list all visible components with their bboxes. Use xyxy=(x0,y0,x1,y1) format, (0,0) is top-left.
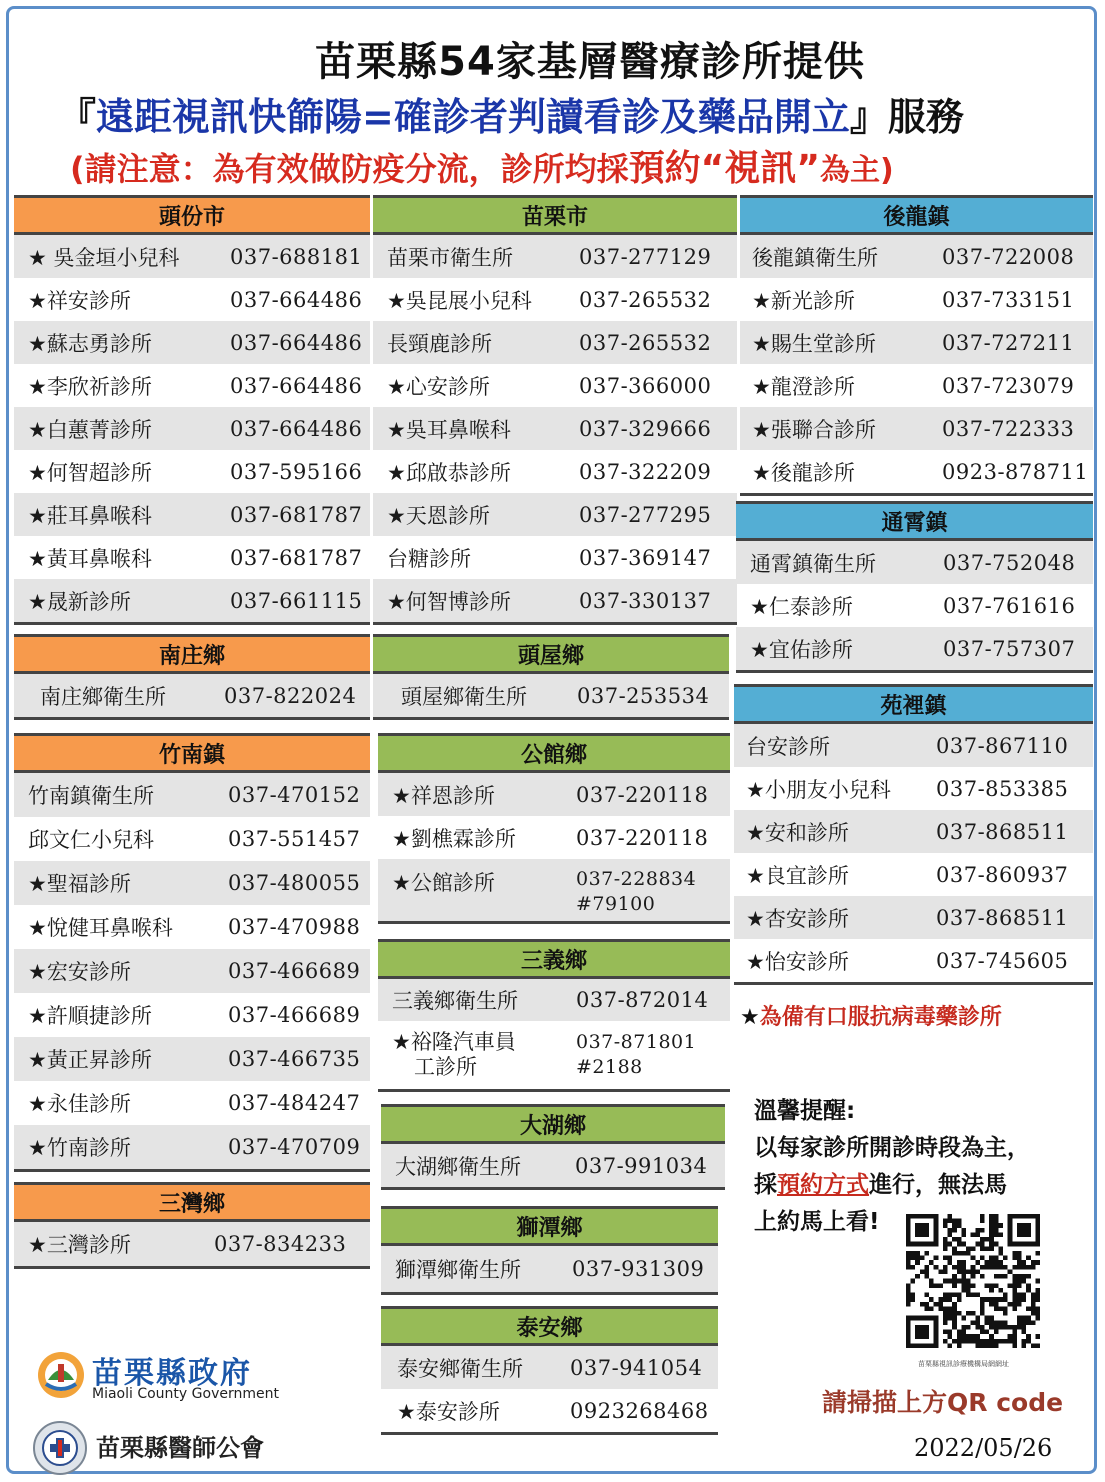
clinic-row xyxy=(734,724,1093,767)
page-notice xyxy=(70,140,894,191)
legend-text: 為備有口服抗病毒藥診所 xyxy=(759,1005,1002,1030)
clinic-phone: 037-220118 xyxy=(576,782,709,807)
clinic-list xyxy=(740,235,1093,496)
clinic-phone: 0923268468 xyxy=(570,1398,709,1423)
clinic-phone: 037-277295 xyxy=(579,502,712,527)
clinic-row xyxy=(378,773,730,816)
clinic-phone: 0923-878711 xyxy=(942,459,1089,484)
qr-caption: 苗栗縣視訊診療機構局網網址 xyxy=(918,1360,1009,1368)
section-touwu xyxy=(373,634,729,720)
clinic-row xyxy=(734,767,1093,810)
clinic-row xyxy=(14,949,370,993)
notice-part-b: 預約 xyxy=(628,148,701,189)
clinic-row xyxy=(373,364,737,407)
clinic-phone-ext: #79100 xyxy=(576,893,656,915)
clinic-phone: 037-822024 xyxy=(224,683,357,708)
clinic-name: ★晟新診所 xyxy=(28,589,131,614)
clinic-list xyxy=(14,674,370,720)
clinic-row xyxy=(378,816,730,859)
clinic-row xyxy=(14,1081,370,1125)
clinic-phone: 037-733151 xyxy=(942,287,1075,312)
section-nanzhuang xyxy=(14,634,370,720)
clinic-name: ★蘇志勇診所 xyxy=(28,331,152,356)
reminder-underline: 預約方式 xyxy=(777,1172,869,1198)
clinic-name: ★安和診所 xyxy=(746,820,849,845)
clinic-row xyxy=(734,939,1093,985)
clinic-phone: 037-868511 xyxy=(936,905,1069,930)
clinic-phone: 037-220118 xyxy=(576,825,709,850)
section-header: 苑裡鎮 xyxy=(734,684,1093,724)
clinic-row xyxy=(14,450,370,493)
clinic-name: 後龍鎮衛生所 xyxy=(752,245,878,270)
clinic-row xyxy=(14,278,370,321)
clinic-list xyxy=(373,674,729,720)
clinic-row xyxy=(740,450,1093,496)
clinic-list xyxy=(14,235,370,625)
clinic-row xyxy=(14,493,370,536)
clinic-name: ★龍澄診所 xyxy=(752,374,855,399)
clinic-name: ★宜佑診所 xyxy=(750,637,853,662)
clinic-phone: 037-681787 xyxy=(230,502,363,527)
clinic-name: ★小朋友小兒科 xyxy=(746,777,891,802)
clinic-row xyxy=(736,584,1093,627)
clinic-name: ★劉樵霖診所 xyxy=(392,826,516,851)
clinic-phone: 037-466689 xyxy=(228,959,361,983)
clinic-row xyxy=(14,364,370,407)
clinic-row xyxy=(373,579,737,625)
clinic-phone: 037-322209 xyxy=(579,459,712,484)
section-miaoli xyxy=(373,195,737,625)
clinic-phone: 037-752048 xyxy=(943,550,1076,575)
clinic-name: ★ 吳金垣小兒科 xyxy=(28,245,180,270)
clinic-name: 獅潭鄉衛生所 xyxy=(395,1258,521,1282)
clinic-name: ★李欣祈診所 xyxy=(28,374,152,399)
clinic-row xyxy=(14,993,370,1037)
clinic-name: 泰安鄉衛生所 xyxy=(397,1356,523,1381)
section-header: 三義鄉 xyxy=(378,939,730,979)
clinic-phone: 037-853385 xyxy=(936,776,1069,801)
section-taian xyxy=(381,1306,718,1435)
clinic-list xyxy=(378,773,730,924)
clinic-phone: 037-470709 xyxy=(228,1135,361,1159)
clinic-row xyxy=(736,541,1093,584)
qr-code[interactable] xyxy=(906,1214,1040,1348)
clinic-phone: 037-688181 xyxy=(230,244,363,269)
clinic-name: 台安診所 xyxy=(746,734,830,759)
clinic-name xyxy=(392,1030,576,1080)
section-header: 大湖鄉 xyxy=(381,1104,725,1144)
clinic-row xyxy=(373,321,737,364)
clinic-name: ★新光診所 xyxy=(752,288,855,313)
clinic-row xyxy=(14,773,370,817)
medical-association-emblem-icon xyxy=(32,1420,88,1476)
clinic-row xyxy=(373,450,737,493)
clinic-phone xyxy=(576,1030,696,1080)
clinic-phone: 037-595166 xyxy=(230,459,363,484)
association-name: 苗栗縣醫師公會 xyxy=(96,1434,264,1462)
clinic-phone: 037-872014 xyxy=(576,988,709,1012)
clinic-phone xyxy=(576,859,696,917)
page-subtitle xyxy=(58,86,964,141)
clinic-row xyxy=(378,979,730,1021)
clinic-phone: 037-265532 xyxy=(579,287,712,312)
subtitle-service: 遠距視訊快篩陽=確診者判讀看診及藥品開立 xyxy=(96,95,850,139)
clinic-name: 大湖鄉衛生所 xyxy=(395,1154,521,1179)
clinic-name: ★悅健耳鼻喉科 xyxy=(28,916,173,940)
clinic-name: ★天恩診所 xyxy=(387,503,490,528)
clinic-name: ★永佳診所 xyxy=(28,1092,131,1116)
clinic-name: 邱文仁小兒科 xyxy=(28,828,154,852)
clinic-name: ★宏安診所 xyxy=(28,960,131,984)
section-header: 泰安鄉 xyxy=(381,1306,718,1346)
reminder-line2 xyxy=(754,1167,1030,1204)
section-shitan xyxy=(381,1206,718,1295)
clinic-phone: 037-834233 xyxy=(214,1232,347,1256)
clinic-name-line: ★裕隆汽車員 xyxy=(392,1030,516,1054)
clinic-name: ★泰安診所 xyxy=(397,1399,500,1424)
clinic-phone: 037-466735 xyxy=(228,1047,361,1071)
clinic-row xyxy=(740,407,1093,450)
clinic-list xyxy=(378,979,730,1092)
clinic-phone: 037-369147 xyxy=(579,545,712,570)
clinic-name: 長頸鹿診所 xyxy=(387,331,492,356)
clinic-name: 台糖診所 xyxy=(387,546,471,571)
clinic-name: ★黃正昇診所 xyxy=(28,1048,152,1072)
clinic-row xyxy=(14,1037,370,1081)
clinic-row xyxy=(740,364,1093,407)
clinic-row xyxy=(373,536,737,579)
section-header: 頭份市 xyxy=(14,195,370,235)
clinic-phone: 037-470988 xyxy=(228,915,361,939)
clinic-phone: 037-722333 xyxy=(942,416,1075,441)
clinic-phone: 037-860937 xyxy=(936,862,1069,887)
section-header: 竹南鎮 xyxy=(14,733,370,773)
section-header: 通霄鎮 xyxy=(736,501,1093,541)
clinic-phone: 037-867110 xyxy=(936,733,1069,758)
section-zhunan xyxy=(14,733,370,1172)
clinic-name: ★後龍診所 xyxy=(752,460,855,485)
clinic-row xyxy=(14,536,370,579)
clinic-name: ★怡安診所 xyxy=(746,949,849,974)
clinic-phone: 037-466689 xyxy=(228,1003,361,1027)
clinic-name: ★賜生堂診所 xyxy=(752,331,876,356)
clinic-list xyxy=(381,1246,718,1295)
clinic-list xyxy=(373,235,737,625)
section-header: 頭屋鄉 xyxy=(373,634,729,674)
clinic-phone: 037-664486 xyxy=(230,330,363,355)
clinic-row xyxy=(378,859,730,924)
clinic-name: ★許順捷診所 xyxy=(28,1004,152,1028)
clinic-row xyxy=(740,321,1093,364)
clinic-name: ★心安診所 xyxy=(387,374,490,399)
clinic-name: ★張聯合診所 xyxy=(752,417,876,442)
scan-instruction: 請掃描上方QR code xyxy=(822,1388,1064,1417)
clinic-name: ★仁泰診所 xyxy=(750,594,853,619)
clinic-name: 苗栗市衛生所 xyxy=(387,245,513,270)
publish-date: 2022/05/26 xyxy=(914,1434,1053,1462)
clinic-name: 通霄鎮衛生所 xyxy=(750,551,876,576)
reminder-line3: 上約馬上看! xyxy=(754,1209,880,1235)
section-sanwan xyxy=(14,1182,370,1269)
clinic-phone: 037-664486 xyxy=(230,373,363,398)
clinic-phone: 037-941054 xyxy=(570,1355,703,1380)
section-gongguan xyxy=(378,733,730,924)
clinic-row xyxy=(373,493,737,536)
clinic-name: ★邱啟恭診所 xyxy=(387,460,511,485)
clinic-phone: 037-265532 xyxy=(579,330,712,355)
clinic-phone: 037-551457 xyxy=(228,827,361,851)
clinic-phone: 037-723079 xyxy=(942,373,1075,398)
clinic-row xyxy=(14,674,370,720)
clinic-row xyxy=(381,1246,718,1295)
section-header: 三灣鄉 xyxy=(14,1182,370,1222)
county-emblem-icon xyxy=(36,1350,86,1400)
clinic-phone-ext: #2188 xyxy=(576,1056,643,1078)
section-tongxiao xyxy=(736,501,1093,673)
clinic-name: ★竹南診所 xyxy=(28,1136,131,1160)
clinic-row xyxy=(14,321,370,364)
clinic-row xyxy=(14,1125,370,1172)
clinic-phone: 037-484247 xyxy=(228,1091,361,1115)
clinic-name: ★白蕙菁診所 xyxy=(28,417,152,442)
section-dahu xyxy=(381,1104,725,1190)
clinic-phone-line: 037-228834 xyxy=(576,868,697,890)
clinic-list xyxy=(734,724,1093,985)
clinic-name: ★何智超診所 xyxy=(28,460,152,485)
section-header: 獅潭鄉 xyxy=(381,1206,718,1246)
clinic-row xyxy=(378,1021,730,1092)
clinic-phone: 037-991034 xyxy=(575,1153,708,1178)
clinic-row xyxy=(373,674,729,720)
clinic-phone: 037-745605 xyxy=(936,948,1069,973)
clinic-name: ★聖福診所 xyxy=(28,872,131,896)
clinic-name: ★良宜診所 xyxy=(746,863,849,888)
clinic-name: ★公館診所 xyxy=(392,871,495,895)
clinic-phone: 037-330137 xyxy=(579,588,712,613)
clinic-phone: 037-757307 xyxy=(943,636,1076,661)
clinic-name: ★祥安診所 xyxy=(28,288,131,313)
clinic-phone: 037-470152 xyxy=(228,783,361,807)
section-header: 後龍鎮 xyxy=(740,195,1093,235)
clinic-phone: 037-722008 xyxy=(942,244,1075,269)
clinic-phone: 037-761616 xyxy=(943,593,1076,618)
section-header: 南庄鄉 xyxy=(14,634,370,674)
clinic-row xyxy=(734,853,1093,896)
clinic-row xyxy=(373,407,737,450)
gov-name: 苗栗縣政府 xyxy=(92,1356,252,1391)
clinic-list xyxy=(736,541,1093,673)
clinic-phone: 037-277129 xyxy=(579,244,712,269)
clinic-phone: 037-931309 xyxy=(572,1257,705,1281)
notice-part-c: “視訊” xyxy=(700,148,820,189)
reminder-pre: 採 xyxy=(754,1172,777,1198)
clinic-name: ★三灣診所 xyxy=(28,1233,131,1257)
clinic-phone: 037-727211 xyxy=(942,330,1075,355)
clinic-phone: 037-253534 xyxy=(577,683,710,708)
page-title: 苗栗縣54家基層醫療診所提供 xyxy=(315,39,865,85)
clinic-phone: 037-480055 xyxy=(228,871,361,895)
clinic-phone: 037-681787 xyxy=(230,545,363,570)
clinic-row xyxy=(734,896,1093,939)
clinic-name: ★莊耳鼻喉科 xyxy=(28,503,152,528)
clinic-name: ★吳耳鼻喉科 xyxy=(387,417,511,442)
legend-star: ★ xyxy=(740,1005,760,1030)
notice-part-d: 為主) xyxy=(819,153,894,188)
section-toufen xyxy=(14,195,370,625)
clinic-row xyxy=(14,861,370,905)
clinic-name: ★吳昆展小兒科 xyxy=(387,288,532,313)
clinic-list xyxy=(14,773,370,1172)
reminder-title: 溫馨提醒: xyxy=(754,1098,856,1124)
clinic-phone-line: 037-871801 xyxy=(576,1031,697,1053)
clinic-phone: 037-664486 xyxy=(230,416,363,441)
legend xyxy=(740,1000,1002,1031)
reminder-line1: 以每家診所開診時段為主， xyxy=(754,1135,1030,1161)
clinic-phone: 037-661115 xyxy=(230,588,363,613)
clinic-list xyxy=(381,1346,718,1435)
clinic-name: 三義鄉衛生所 xyxy=(392,989,518,1013)
clinic-row xyxy=(14,235,370,278)
section-sanyi xyxy=(378,939,730,1092)
clinic-row xyxy=(736,627,1093,673)
clinic-row xyxy=(373,235,737,278)
clinic-row xyxy=(14,579,370,625)
clinic-name-line: 工診所 xyxy=(414,1055,477,1079)
clinic-name: ★黃耳鼻喉科 xyxy=(28,546,152,571)
subtitle-open-bracket: 『 xyxy=(58,95,97,139)
clinic-row xyxy=(14,1222,370,1269)
clinic-row xyxy=(381,1346,718,1389)
clinic-name: 頭屋鄉衛生所 xyxy=(401,684,527,709)
clinic-phone: 037-329666 xyxy=(579,416,712,441)
clinic-list xyxy=(381,1144,725,1190)
clinic-row xyxy=(734,810,1093,853)
notice-part-a: (請注意：為有效做防疫分流，診所均採 xyxy=(70,150,629,188)
clinic-row xyxy=(740,278,1093,321)
subtitle-close: 』服務 xyxy=(849,95,964,139)
clinic-phone: 037-868511 xyxy=(936,819,1069,844)
clinic-row xyxy=(740,235,1093,278)
gov-english-name: Miaoli County Government xyxy=(92,1386,279,1402)
clinic-phone: 037-664486 xyxy=(230,287,363,312)
section-header: 公館鄉 xyxy=(378,733,730,773)
clinic-row xyxy=(381,1144,725,1190)
clinic-name: ★杏安診所 xyxy=(746,906,849,931)
clinic-name: ★何智博診所 xyxy=(387,589,511,614)
clinic-phone: 037-366000 xyxy=(579,373,712,398)
clinic-row xyxy=(381,1389,718,1435)
section-yuanli xyxy=(734,684,1093,985)
clinic-row xyxy=(14,407,370,450)
clinic-list xyxy=(14,1222,370,1269)
clinic-name: ★祥恩診所 xyxy=(392,783,495,808)
clinic-name: 竹南鎮衛生所 xyxy=(28,784,154,808)
clinic-row xyxy=(373,278,737,321)
section-houlong xyxy=(740,195,1093,496)
clinic-row xyxy=(14,817,370,861)
clinic-row xyxy=(14,905,370,949)
section-header: 苗栗市 xyxy=(373,195,737,235)
reminder-post: 進行，無法馬 xyxy=(869,1172,1007,1198)
clinic-name: 南庄鄉衛生所 xyxy=(40,684,166,709)
